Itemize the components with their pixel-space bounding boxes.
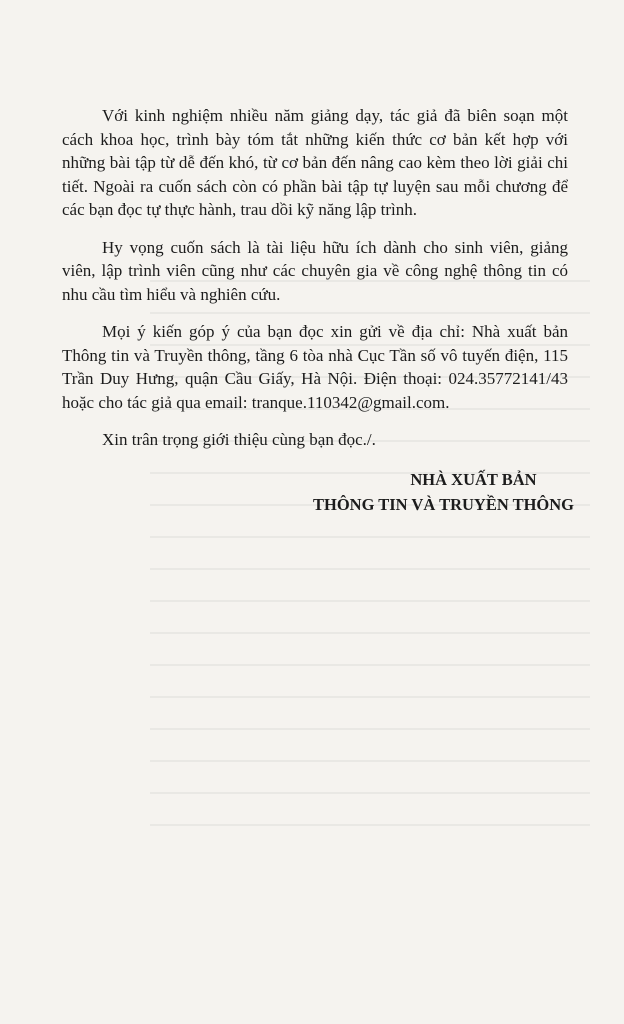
- publisher-line-2: THÔNG TIN VÀ TRUYỀN THÔNG: [312, 495, 574, 514]
- paragraph-closing: Xin trân trọng giới thiệu cùng bạn đọc./.: [102, 430, 376, 449]
- publisher-line-1: NHÀ XUẤT BẢN: [410, 470, 537, 489]
- publisher-signature: [313, 467, 574, 517]
- paragraph-intro: Với kinh nghiệm nhiều năm giảng dạy, tác giả đã biên soạn một cách khoa học, trình bày tóm tắt những kiến thức cơ bản kết hợp với những bài tập từ dễ đến khó, từ cơ bản đến nâng cao kèm theo lời giải chi tiết. Ngoài ra cuốn sách còn có phần bài tập tự luyện sau mỗi chương để các bạn đọc tự thực hành, trau dồi kỹ năng lập trình.: [62, 106, 568, 219]
- paragraph-contact: Mọi ý kiến góp ý của bạn đọc xin gửi về địa chỉ: Nhà xuất bản Thông tin và Truyền thông, tầng 6 tòa nhà Cục Tần số vô tuyến điện, 115 Trần Duy Hưng, quận Cầu Giấy, Hà Nội. Điện thoại: 024.35772141/43 hoặc cho tác giả qua email: tranque.110342@gmail.com.: [62, 322, 568, 412]
- body-text: [62, 104, 568, 466]
- paragraph-hope: Hy vọng cuốn sách là tài liệu hữu ích dành cho sinh viên, giảng viên, lập trình viên cũng như các chuyên gia về công nghệ thông tin có nhu cầu tìm hiểu và nghiên cứu.: [62, 237, 568, 304]
